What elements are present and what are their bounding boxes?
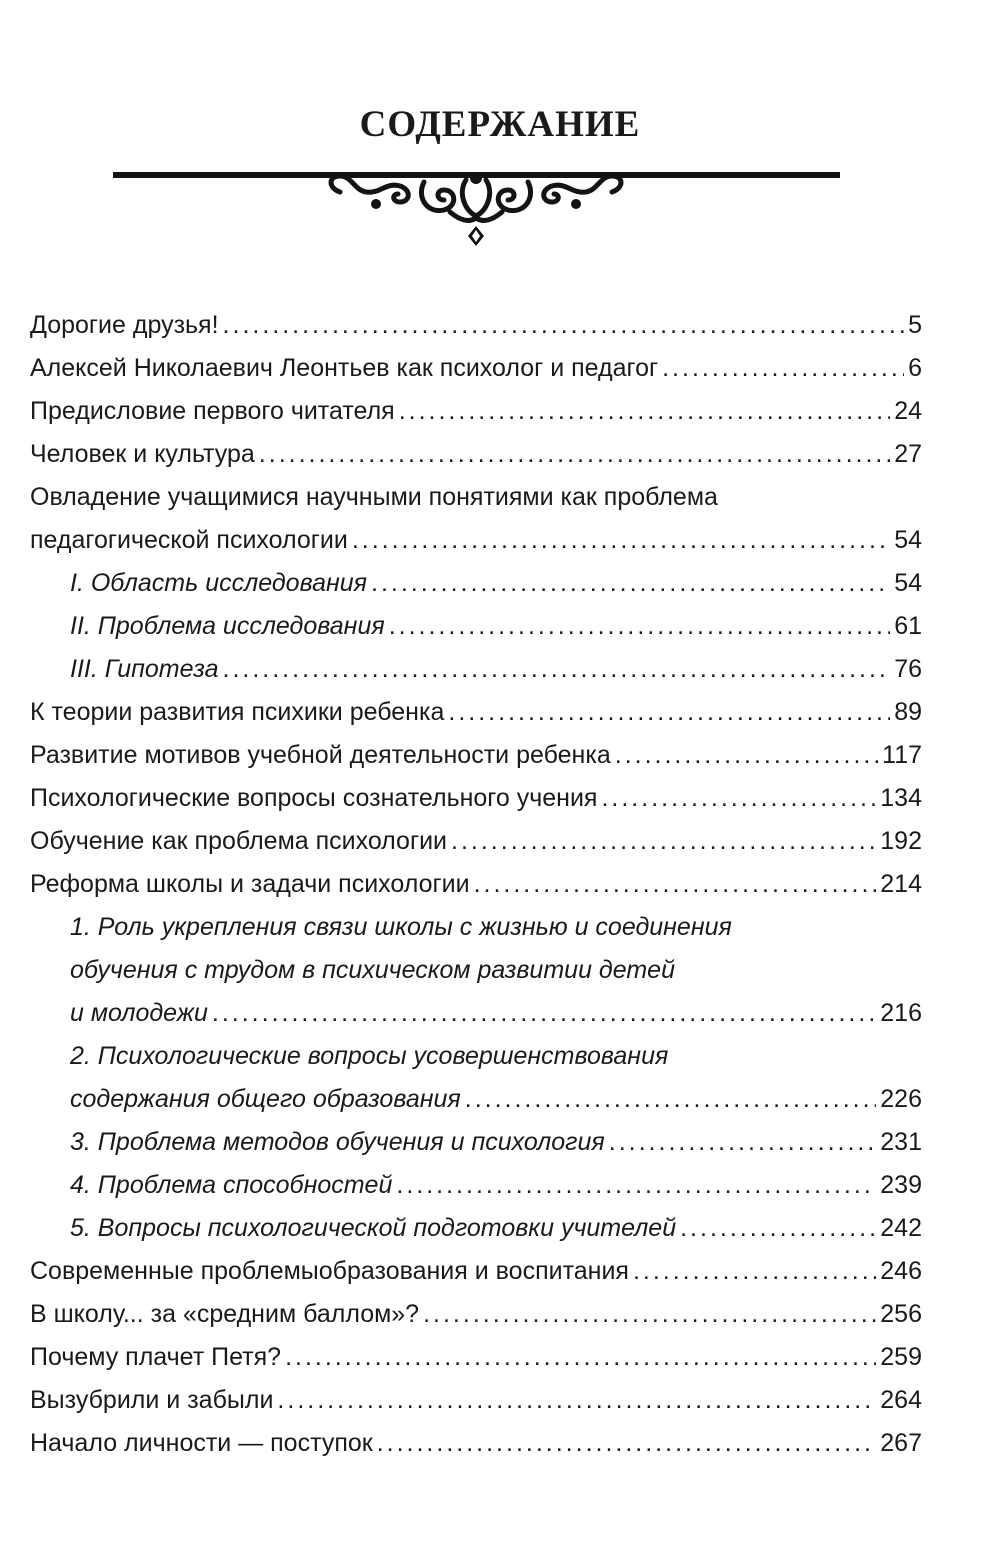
toc-entry-title-line: Овладение учащимися научными понятиями как проблема [30, 483, 718, 511]
dot-leader [377, 1422, 877, 1465]
toc-page-number: 134 [880, 784, 922, 812]
toc-entry-title: Начало личности — поступок [30, 1429, 373, 1457]
toc-entry[interactable] [30, 347, 922, 390]
toc-page-number: 27 [894, 440, 922, 468]
toc-page-number: 246 [880, 1257, 922, 1285]
dot-leader [680, 1207, 876, 1250]
toc-entry-title: Человек и культура [30, 440, 255, 468]
dot-leader [451, 820, 876, 863]
dot-leader [662, 347, 904, 390]
toc-entry-title: 5. Вопросы психологической подготовки учителей [70, 1214, 677, 1242]
toc-subentry-multiline[interactable] [30, 906, 922, 1035]
toc-page-number: 214 [880, 870, 922, 898]
toc-page-number: 6 [908, 354, 922, 382]
toc-page-number: 76 [894, 655, 922, 683]
toc-entry[interactable] [30, 691, 922, 734]
dot-leader [615, 734, 878, 777]
toc-entry-title: III. Гипотеза [70, 655, 219, 683]
toc-entry-title: К теории развития психики ребенка [30, 698, 445, 726]
dot-leader [465, 1078, 877, 1121]
toc-page-number: 117 [882, 741, 922, 769]
dot-leader [601, 777, 876, 820]
toc-page-number: 54 [894, 569, 922, 597]
toc-entry-last-line [30, 519, 922, 562]
toc-entry-title: Вызубрили и забыли [30, 1386, 274, 1414]
dot-leader [633, 1250, 876, 1293]
toc-subentry[interactable] [30, 605, 922, 648]
toc-entry-title: Предисловие первого читателя [30, 397, 395, 425]
toc-page-number: 239 [880, 1171, 922, 1199]
toc-entry-title: II. Проблема исследования [70, 612, 385, 640]
toc-page-number: 216 [880, 999, 922, 1027]
dot-leader [389, 605, 890, 648]
toc-page-number: 24 [894, 397, 922, 425]
toc-entry-title: 3. Проблема методов обучения и психология [70, 1128, 605, 1156]
toc-entry-title: В школу... за «средним баллом»? [30, 1300, 420, 1328]
toc-entry-multiline[interactable] [30, 476, 922, 562]
toc-page-number: 267 [880, 1429, 922, 1457]
toc-page-number: 54 [894, 526, 922, 554]
toc-entry[interactable] [30, 1379, 922, 1422]
toc-page-number: 5 [908, 311, 922, 339]
table-of-contents [30, 304, 922, 1465]
toc-entry[interactable] [30, 1293, 922, 1336]
toc-subentry[interactable] [30, 1121, 922, 1164]
toc-entry[interactable] [30, 1336, 922, 1379]
dot-leader [448, 691, 890, 734]
toc-page-number: 256 [880, 1300, 922, 1328]
toc-entry[interactable] [30, 1250, 922, 1293]
dot-leader [396, 1164, 876, 1207]
dot-leader [474, 863, 877, 906]
toc-entry[interactable] [30, 433, 922, 476]
toc-entry-title: Алексей Николаевич Леонтьев как психолог и педагог [30, 354, 659, 382]
toc-entry[interactable] [30, 304, 922, 347]
toc-entry-title: Почему плачет Петя? [30, 1343, 282, 1371]
dot-leader [259, 433, 890, 476]
toc-entry-title: и молодежи [70, 999, 208, 1027]
toc-page-number: 231 [880, 1128, 922, 1156]
toc-subentry[interactable] [30, 1207, 922, 1250]
toc-page-number: 242 [880, 1214, 922, 1242]
dot-leader [285, 1336, 876, 1379]
toc-entry-title: 4. Проблема способностей [70, 1171, 393, 1199]
toc-entry-title: Дорогие друзья! [30, 311, 219, 339]
toc-entry-title: Развитие мотивов учебной деятельности ребенка [30, 741, 611, 769]
toc-entry-last-line [30, 992, 922, 1035]
toc-page-number: 61 [894, 612, 922, 640]
toc-entry[interactable] [30, 390, 922, 433]
dot-leader [223, 648, 891, 691]
toc-page-number: 226 [880, 1085, 922, 1113]
toc-page-number: 259 [880, 1343, 922, 1371]
toc-entry-title: Психологические вопросы сознательного учения [30, 784, 598, 812]
toc-entry[interactable] [30, 734, 922, 777]
toc-entry-last-line [30, 1078, 922, 1121]
toc-entry[interactable] [30, 777, 922, 820]
toc-entry[interactable] [30, 820, 922, 863]
dot-leader [223, 304, 905, 347]
toc-entry-title-line: 1. Роль укрепления связи школы с жизнью и соединения [70, 913, 732, 941]
toc-entry-title-line: обучения с трудом в психическом развитии детей [70, 956, 675, 984]
toc-page-number: 264 [880, 1386, 922, 1414]
toc-entry-title-line: 2. Психологические вопросы усовершенствования [70, 1042, 669, 1070]
page-title: СОДЕРЖАНИЕ [359, 104, 641, 145]
dot-leader [212, 992, 876, 1035]
dot-leader [423, 1293, 876, 1336]
toc-entry-title: Реформа школы и задачи психологии [30, 870, 470, 898]
toc-page-number: 89 [894, 698, 922, 726]
toc-entry[interactable] [30, 1422, 922, 1465]
toc-entry-title: I. Область исследования [70, 569, 367, 597]
toc-subentry[interactable] [30, 562, 922, 605]
toc-entry-title: Современные проблемыобразования и воспитания [30, 1257, 629, 1285]
toc-subentry[interactable] [30, 1164, 922, 1207]
toc-entry[interactable] [30, 863, 922, 906]
dot-leader [352, 519, 890, 562]
toc-subentry[interactable] [30, 648, 922, 691]
toc-subentry-multiline[interactable] [30, 1035, 922, 1121]
toc-entry-title: педагогической психологии [30, 526, 348, 554]
dot-leader [371, 562, 890, 605]
toc-entry-title: Обучение как проблема психологии [30, 827, 448, 855]
dot-leader [277, 1379, 876, 1422]
toc-entry-title: содержания общего образования [70, 1085, 461, 1113]
dot-leader [609, 1121, 877, 1164]
toc-page-number: 192 [880, 827, 922, 855]
dot-leader [399, 390, 890, 433]
ornament-flourish-icon [320, 168, 632, 250]
